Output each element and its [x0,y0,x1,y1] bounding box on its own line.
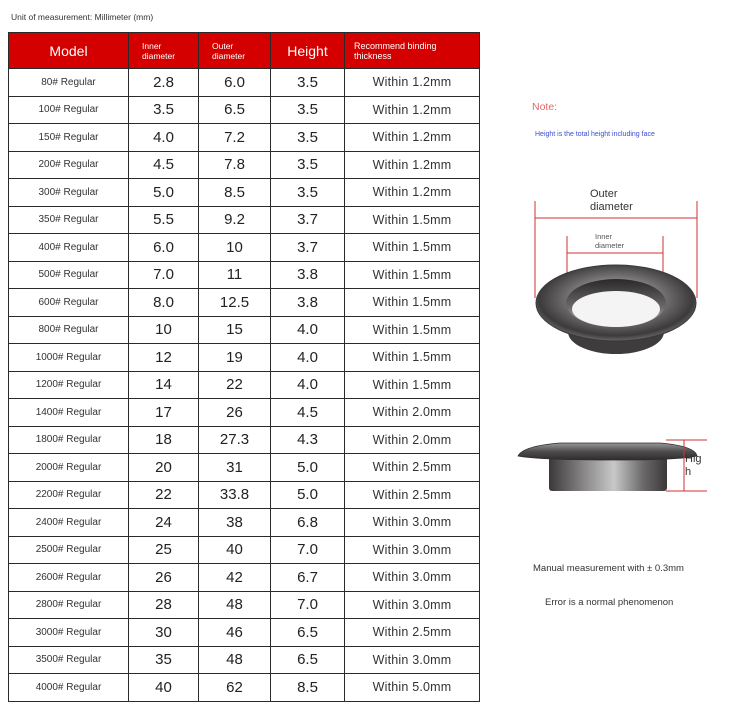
cell-height: 4.5 [271,399,345,427]
cell-outer-diameter: 22 [199,371,271,399]
cell-height: 3.7 [271,234,345,262]
cell-height: 7.0 [271,536,345,564]
cell-binding-thickness: Within 1.5mm [345,316,480,344]
cell-binding-thickness: Within 1.5mm [345,234,480,262]
outer-diameter-label [590,188,633,214]
cell-binding-thickness: Within 2.5mm [345,619,480,647]
cell-height: 5.0 [271,454,345,482]
inner-label-line2: diameter [595,240,625,250]
cell-inner-diameter: 6.0 [129,234,199,262]
header-outer-line2: diameter [212,50,246,61]
cell-binding-thickness: Within 1.5mm [345,371,480,399]
cell-inner-diameter: 2.8 [129,69,199,97]
cell-outer-diameter: 26 [199,399,271,427]
cell-binding-thickness: Within 1.5mm [345,206,480,234]
header-height: Height [271,33,345,69]
cell-binding-thickness: Within 1.5mm [345,261,480,289]
cell-binding-thickness: Within 3.0mm [345,591,480,619]
cell-outer-diameter: 7.2 [199,124,271,152]
unit-of-measurement-note: Unit of measurement: Millimeter (mm) [11,12,154,22]
header-model: Model [9,33,129,69]
header-outer-line1: Outer [212,40,234,51]
cell-inner-diameter: 28 [129,591,199,619]
cell-outer-diameter: 12.5 [199,289,271,317]
cell-height: 7.0 [271,591,345,619]
cell-model: 1400# Regular [9,399,129,427]
cell-height: 3.5 [271,124,345,152]
height-label-line1: Hig [685,453,702,465]
cell-inner-diameter: 24 [129,509,199,537]
cell-height: 3.5 [271,69,345,97]
height-label [685,453,702,479]
cell-model: 2600# Regular [9,564,129,592]
cell-outer-diameter: 9.2 [199,206,271,234]
cell-height: 6.5 [271,646,345,674]
cell-binding-thickness: Within 3.0mm [345,564,480,592]
grommet-side-view-image [518,443,697,491]
grommet-side-flange [518,443,697,460]
cell-height: 3.5 [271,151,345,179]
cell-outer-diameter: 38 [199,509,271,537]
cell-height: 3.7 [271,206,345,234]
cell-binding-thickness: Within 1.2mm [345,151,480,179]
cell-inner-diameter: 20 [129,454,199,482]
grommet-hole [572,291,660,327]
header-inner-line2: diameter [142,50,176,61]
cell-inner-diameter: 22 [129,481,199,509]
cell-height: 4.0 [271,316,345,344]
cell-model: 2500# Regular [9,536,129,564]
cell-inner-diameter: 4.0 [129,124,199,152]
cell-height: 6.8 [271,509,345,537]
cell-model: 600# Regular [9,289,129,317]
cell-outer-diameter: 46 [199,619,271,647]
cell-height: 3.5 [271,96,345,124]
cell-outer-diameter: 48 [199,646,271,674]
cell-outer-diameter: 19 [199,344,271,372]
cell-model: 4000# Regular [9,674,129,702]
cell-model: 100# Regular [9,96,129,124]
cell-binding-thickness: Within 1.2mm [345,179,480,207]
cell-inner-diameter: 40 [129,674,199,702]
cell-inner-diameter: 35 [129,646,199,674]
cell-inner-diameter: 25 [129,536,199,564]
cell-binding-thickness: Within 1.2mm [345,96,480,124]
cell-binding-thickness: Within 3.0mm [345,646,480,674]
cell-height: 6.7 [271,564,345,592]
cell-inner-diameter: 5.0 [129,179,199,207]
cell-model: 350# Regular [9,206,129,234]
cell-model: 1000# Regular [9,344,129,372]
cell-model: 2200# Regular [9,481,129,509]
cell-model: 500# Regular [9,261,129,289]
cell-binding-thickness: Within 3.0mm [345,536,480,564]
cell-binding-thickness: Within 2.0mm [345,426,480,454]
cell-binding-thickness: Within 2.5mm [345,454,480,482]
cell-outer-diameter: 40 [199,536,271,564]
cell-binding-thickness: Within 1.5mm [345,344,480,372]
cell-model: 2400# Regular [9,509,129,537]
grommet-side-barrel [549,456,667,491]
header-inner-line1: Inner [142,40,162,51]
cell-binding-thickness: Within 1.2mm [345,124,480,152]
cell-binding-thickness: Within 2.5mm [345,481,480,509]
cell-model: 80# Regular [9,69,129,97]
cell-outer-diameter: 62 [199,674,271,702]
cell-outer-diameter: 48 [199,591,271,619]
cell-outer-diameter: 15 [199,316,271,344]
cell-inner-diameter: 17 [129,399,199,427]
cell-inner-diameter: 4.5 [129,151,199,179]
cell-model: 2800# Regular [9,591,129,619]
cell-height: 3.8 [271,261,345,289]
cell-outer-diameter: 27.3 [199,426,271,454]
cell-model: 800# Regular [9,316,129,344]
cell-height: 6.5 [271,619,345,647]
cell-model: 200# Regular [9,151,129,179]
cell-inner-diameter: 12 [129,344,199,372]
cell-outer-diameter: 7.8 [199,151,271,179]
cell-outer-diameter: 11 [199,261,271,289]
cell-model: 300# Regular [9,179,129,207]
cell-binding-thickness: Within 3.0mm [345,509,480,537]
cell-model: 2000# Regular [9,454,129,482]
note-label: Note: [532,101,558,113]
cell-outer-diameter: 6.0 [199,69,271,97]
cell-outer-diameter: 31 [199,454,271,482]
cell-height: 5.0 [271,481,345,509]
cell-model: 400# Regular [9,234,129,262]
cell-outer-diameter: 33.8 [199,481,271,509]
measurement-tolerance-note: Manual measurement with ± 0.3mm [533,563,684,574]
cell-outer-diameter: 6.5 [199,96,271,124]
cell-outer-diameter: 42 [199,564,271,592]
cell-inner-diameter: 7.0 [129,261,199,289]
cell-height: 4.3 [271,426,345,454]
cell-inner-diameter: 26 [129,564,199,592]
cell-inner-diameter: 18 [129,426,199,454]
cell-model: 1800# Regular [9,426,129,454]
outer-label-line1: Outer [590,188,618,200]
cell-model: 150# Regular [9,124,129,152]
height-label-line2: h [685,466,692,478]
cell-inner-diameter: 5.5 [129,206,199,234]
cell-height: 8.5 [271,674,345,702]
error-note: Error is a normal phenomenon [545,597,674,608]
cell-inner-diameter: 8.0 [129,289,199,317]
header-binding-line2: thickness [354,50,392,61]
cell-binding-thickness: Within 1.5mm [345,289,480,317]
cell-height: 3.5 [271,179,345,207]
cell-model: 1200# Regular [9,371,129,399]
cell-inner-diameter: 30 [129,619,199,647]
inner-label-line1: Inner [595,232,613,241]
cell-binding-thickness: Within 1.2mm [345,69,480,97]
cell-inner-diameter: 3.5 [129,96,199,124]
cell-height: 4.0 [271,371,345,399]
cell-model: 3500# Regular [9,646,129,674]
cell-inner-diameter: 10 [129,316,199,344]
cell-height: 4.0 [271,344,345,372]
grommet-top-view-image [536,265,696,354]
cell-outer-diameter: 8.5 [199,179,271,207]
cell-binding-thickness: Within 2.0mm [345,399,480,427]
cell-inner-diameter: 14 [129,371,199,399]
cell-height: 3.8 [271,289,345,317]
header-binding-line1: Recommend binding [354,40,437,51]
note-text: Height is the total height including face [535,131,655,138]
outer-label-line2: diameter [590,201,633,213]
cell-binding-thickness: Within 5.0mm [345,674,480,702]
cell-outer-diameter: 10 [199,234,271,262]
cell-model: 3000# Regular [9,619,129,647]
inner-diameter-label [595,233,624,250]
